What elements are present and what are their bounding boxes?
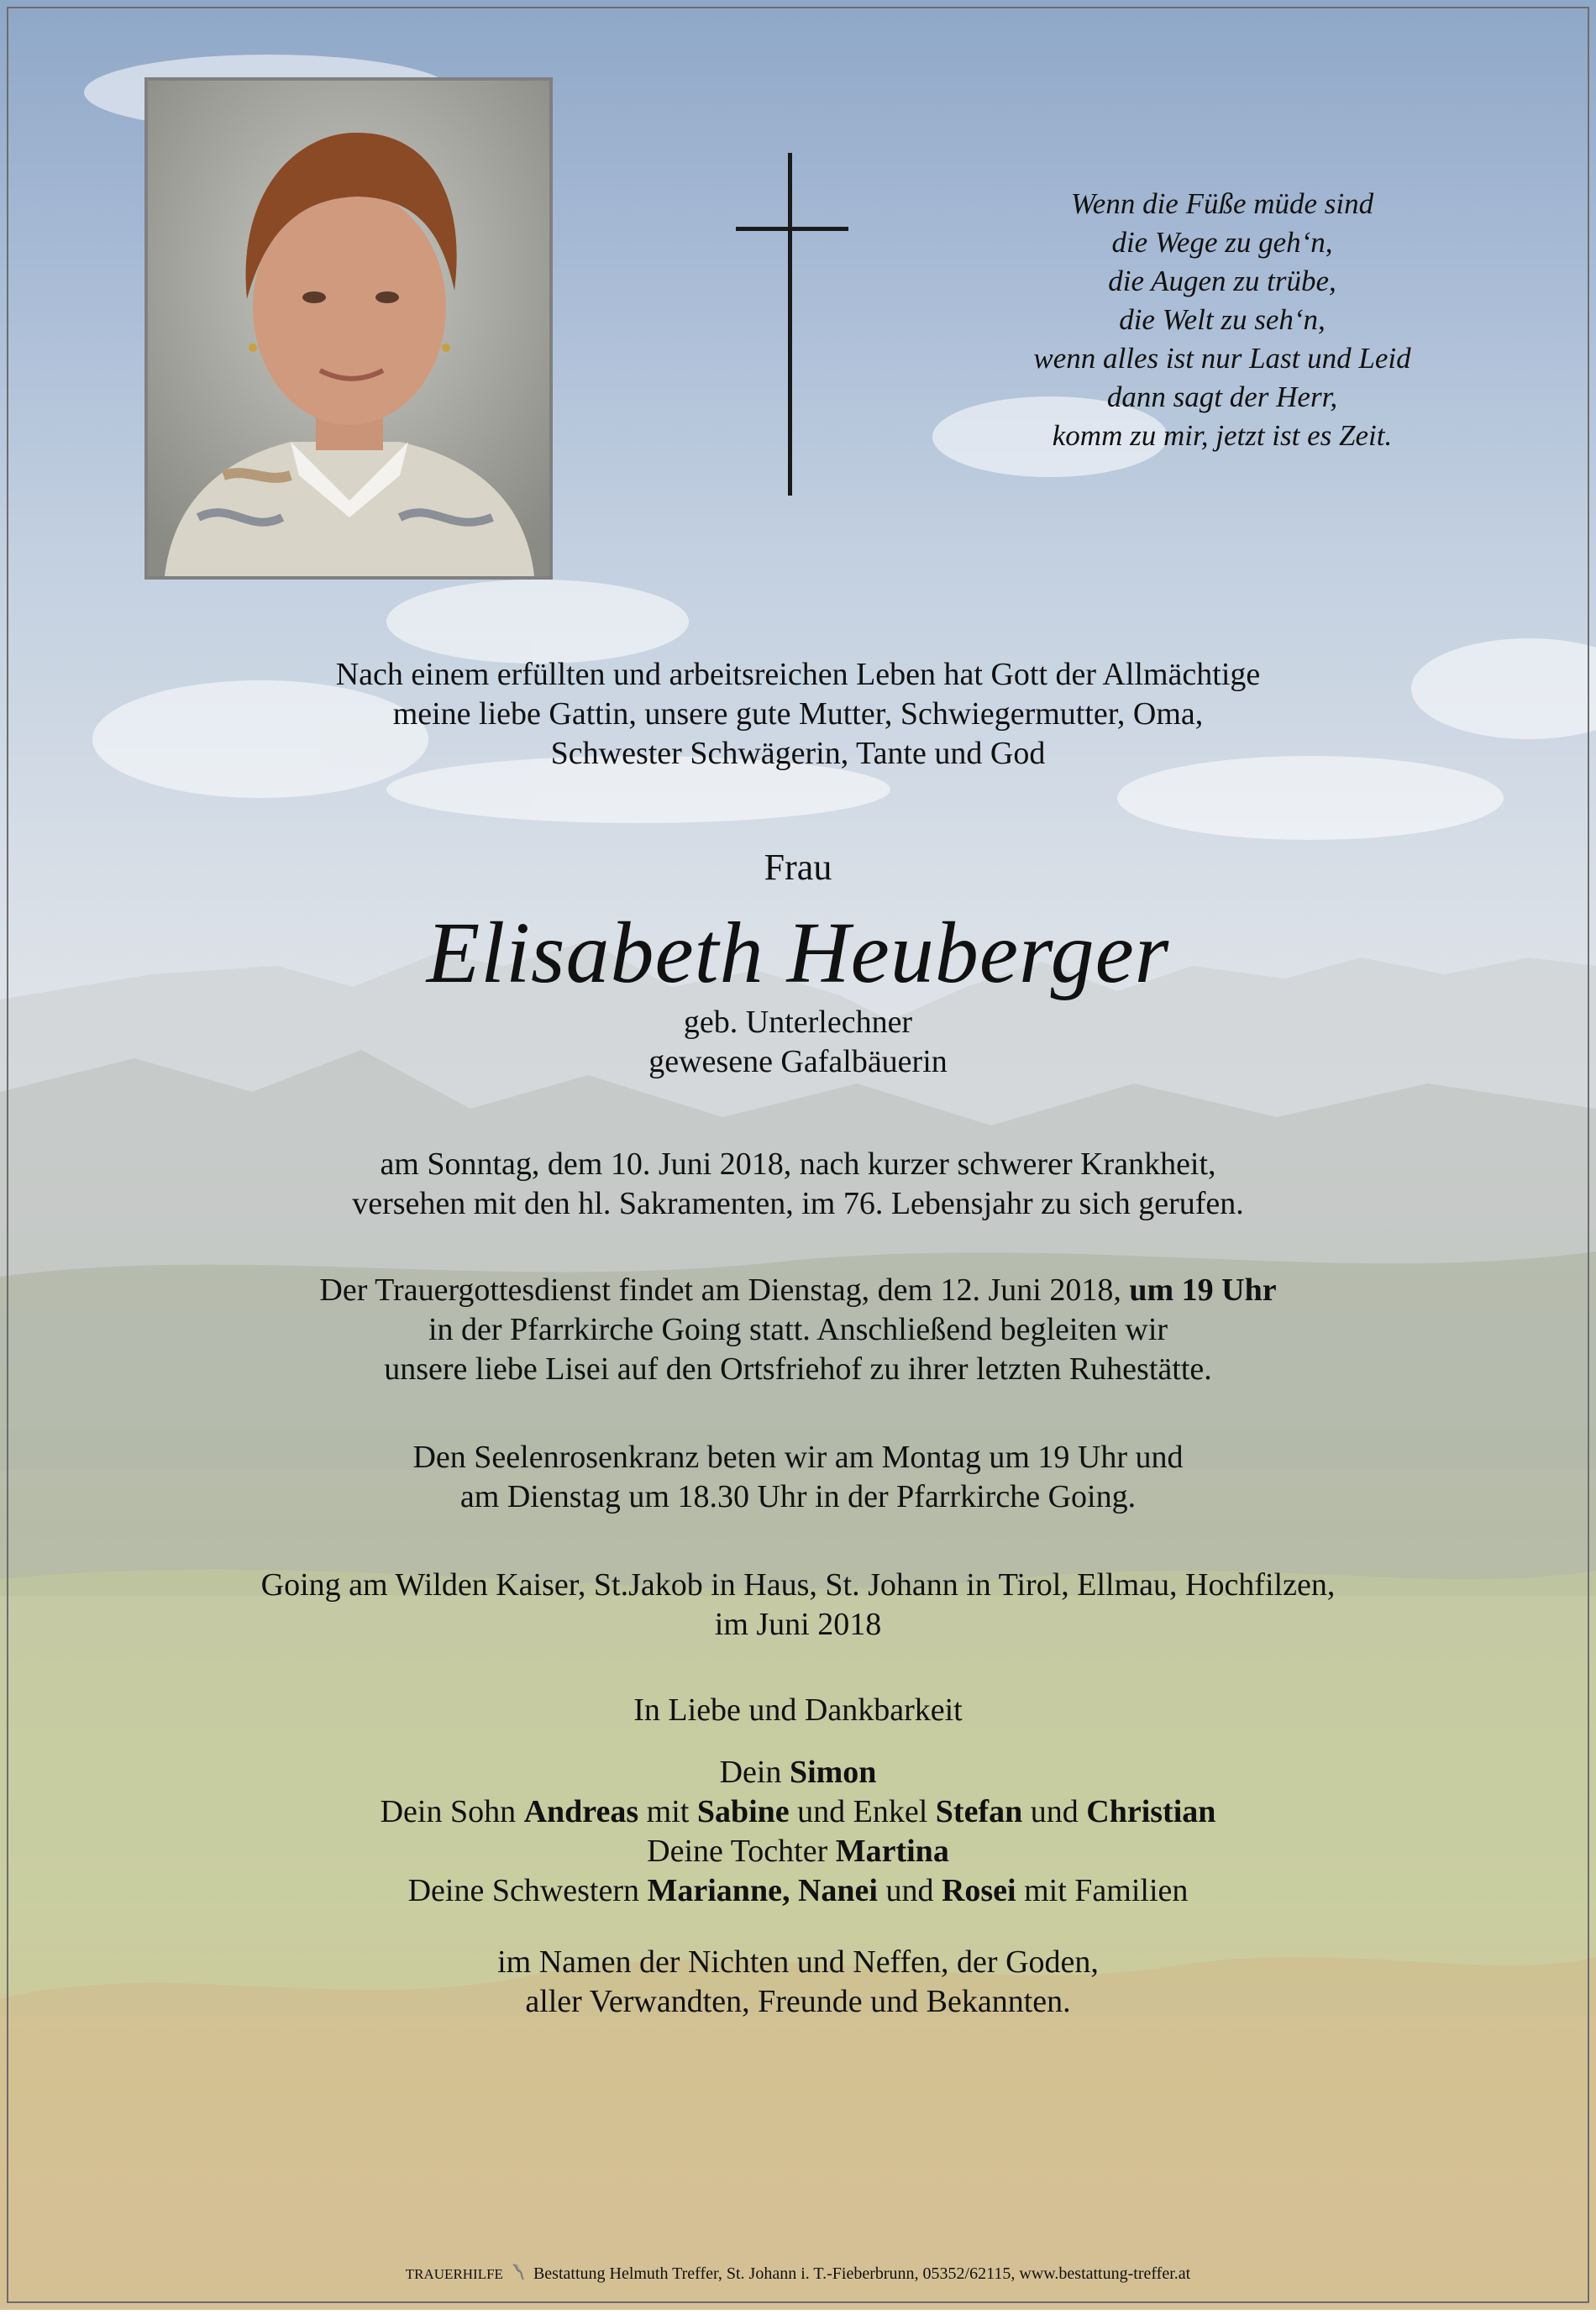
footer-label: TRAUERHILFE (405, 2266, 503, 2282)
rosary-line: Den Seelenrosenkranz beten wir am Montag um 19 Uhr und (412, 1440, 1184, 1475)
poem-line: dann sagt der Herr, (1106, 380, 1338, 413)
mourner-text: mit Familien (1024, 1873, 1189, 1908)
occupation: gewesene Gafalbäuerin (648, 1044, 948, 1079)
poem-line: die Wege zu geh‘n, (1111, 226, 1333, 259)
mourner-name: Sabine (696, 1794, 790, 1829)
portrait-photo (144, 77, 553, 580)
mourner-text: und (885, 1873, 934, 1908)
mourner-text: mit (646, 1794, 690, 1829)
mourner-name: Andreas (523, 1794, 639, 1829)
mourner-name: Simon (789, 1755, 877, 1790)
poem-line: die Augen zu trübe, (1108, 265, 1336, 297)
rosary-line: am Dienstag um 18.30 Uhr in der Pfarrkirche Going. (459, 1479, 1137, 1514)
relatives-line: aller Verwandten, Freunde und Bekannten. (525, 1984, 1071, 2019)
honorific: Frau (764, 847, 832, 888)
service-line: in der Pfarrkirche Going statt. Anschließend begleiten wir (428, 1312, 1168, 1347)
death-line: versehen mit den hl. Sakramenten, im 76. Lebensjahr zu sich gerufen. (352, 1186, 1244, 1221)
poem-line: die Welt zu seh‘n, (1119, 303, 1326, 336)
poem (966, 185, 1478, 455)
intro-line: Schwester Schwägerin, Tante und God (550, 736, 1046, 771)
mourner-name: Stefan (935, 1794, 1023, 1829)
funeral-service (0, 1271, 1596, 1389)
mourner-line (0, 1753, 1596, 1792)
poem-line: wenn alles ist nur Last und Leid (1033, 342, 1411, 375)
footer-text: Bestattung Helmuth Treffer, St. Johann i. T.-Fieberbrunn, 05352/62115, www.bestattung-treffer.at (533, 2264, 1191, 2283)
mourner-name: Rosei (941, 1873, 1016, 1908)
mourner-text: und Enkel (797, 1794, 928, 1829)
date-line: im Juni 2018 (714, 1607, 882, 1642)
mourner-text: Dein Sohn (380, 1794, 517, 1829)
place-date (0, 1566, 1596, 1645)
service-text: Der Trauergottesdienst findet am Dienstag, dem 12. Juni 2018, (319, 1272, 1121, 1308)
mourner-name: Christian (1086, 1794, 1216, 1829)
place-line: Going am Wilden Kaiser, St.Jakob in Haus, St. Johann in Tirol, Ellmau, Hochfilzen, (260, 1567, 1336, 1603)
mourner-line (0, 1832, 1596, 1871)
mourner-line (0, 1792, 1596, 1832)
death-notice (0, 1145, 1596, 1224)
rosary-notice (0, 1438, 1596, 1517)
deceased-details (0, 1003, 1596, 1082)
mourner-text: und (1030, 1794, 1079, 1829)
poem-line: Wenn die Füße müde sind (1070, 187, 1374, 220)
deceased-name: Elisabeth Heuberger (426, 905, 1170, 1001)
relatives-note (0, 1943, 1596, 2022)
mourner-text: Deine Tochter (647, 1834, 828, 1869)
service-line (0, 1271, 1596, 1310)
funeral-home-footer (0, 2263, 1596, 2285)
cross-icon (736, 153, 848, 496)
portrait-illustration (148, 81, 549, 576)
mourners-list (0, 1753, 1596, 1911)
intro-line: meine liebe Gattin, unsere gute Mutter, Schwiegermutter, Oma, (392, 696, 1204, 732)
mourner-line (0, 1871, 1596, 1911)
closing-phrase: In Liebe und Dankbarkeit (633, 1692, 963, 1728)
service-line: unsere liebe Lisei auf den Ortsfriehof zu ihrer letzten Ruhestätte. (384, 1351, 1212, 1387)
intro-text (0, 655, 1596, 774)
mourner-name: Martina (835, 1834, 949, 1869)
intro-line: Nach einem erfüllten und arbeitsreichen Leben hat Gott der Allmächtige (335, 657, 1261, 692)
mourner-name: Marianne, Nanei (647, 1873, 878, 1908)
service-time: um 19 Uhr (1129, 1272, 1277, 1308)
mourner-text: Dein (719, 1755, 782, 1790)
poem-line: komm zu mir, jetzt ist es Zeit. (1052, 419, 1393, 452)
relatives-line: im Namen der Nichten und Neffen, der Goden, (497, 1944, 1099, 1980)
trauerhilfe-logo-icon (511, 2263, 526, 2281)
maiden-name: geb. Unterlechner (683, 1005, 913, 1040)
death-line: am Sonntag, dem 10. Juni 2018, nach kurzer schwerer Krankheit, (380, 1147, 1216, 1182)
mourner-text: Deine Schwestern (407, 1873, 640, 1908)
